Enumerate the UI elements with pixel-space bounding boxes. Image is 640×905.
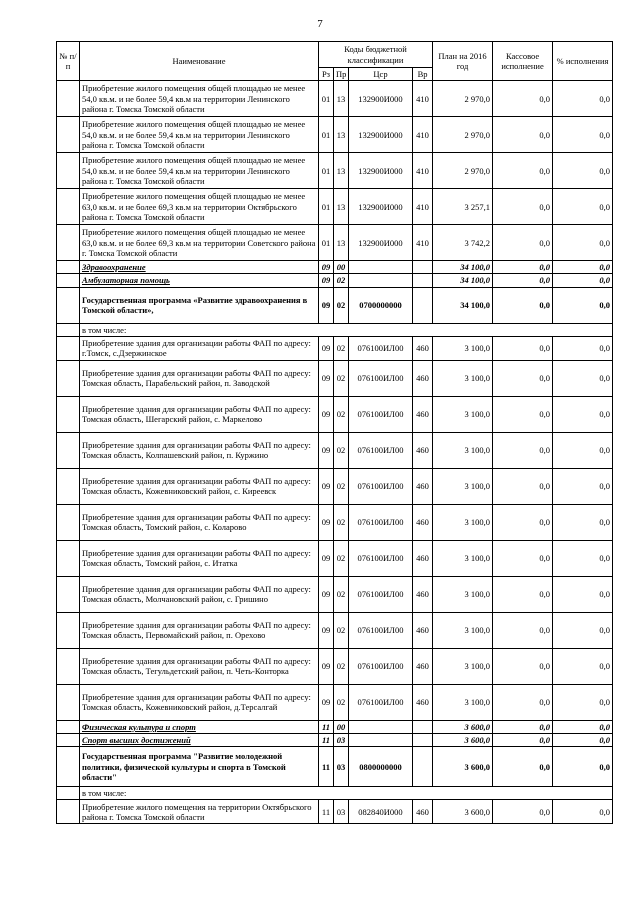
table-row (57, 396, 613, 432)
row-cash: 0,0 (493, 504, 553, 540)
row-percent: 0,0 (553, 684, 613, 720)
header-number: № п/п (57, 42, 80, 81)
row-pr: 13 (334, 117, 349, 153)
table-row (57, 153, 613, 189)
row-plan: 3 100,0 (433, 648, 493, 684)
row-plan: 2 970,0 (433, 81, 493, 117)
row-cash: 0,0 (493, 117, 553, 153)
row-csr: 076100ИЛ00 (349, 468, 413, 504)
row-cash: 0,0 (493, 733, 553, 746)
row-rz: 09 (319, 274, 334, 287)
row-cash: 0,0 (493, 360, 553, 396)
row-plan: 3 100,0 (433, 684, 493, 720)
row-plan: 3 600,0 (433, 733, 493, 746)
row-csr: 076100ИЛ00 (349, 504, 413, 540)
row-rz: 09 (319, 261, 334, 274)
row-name: Физическая культура и спорт (80, 720, 319, 733)
row-plan: 3 600,0 (433, 800, 493, 824)
row-pr: 02 (334, 274, 349, 287)
row-name: Приобретение здания для организации работы ФАП по адресу: Томская область, Колпашевский район, п. Куржино (80, 432, 319, 468)
row-rz: 11 (319, 733, 334, 746)
row-plan: 3 600,0 (433, 720, 493, 733)
row-pr: 13 (334, 153, 349, 189)
header-budget-codes: Коды бюджетной классификации (319, 42, 433, 68)
row-number-cell (57, 323, 80, 336)
row-rz: 09 (319, 468, 334, 504)
section-row (57, 747, 613, 787)
row-percent: 0,0 (553, 396, 613, 432)
table-row (57, 432, 613, 468)
row-plan: 3 100,0 (433, 468, 493, 504)
row-percent: 0,0 (553, 612, 613, 648)
header-vr: Вр (413, 68, 433, 81)
row-name: Приобретение здания для организации работы ФАП по адресу: Томская область, Томский район, с. Итатка (80, 540, 319, 576)
row-number-cell (57, 153, 80, 189)
row-vr: 410 (413, 225, 433, 261)
row-vr: 410 (413, 81, 433, 117)
row-percent: 0,0 (553, 540, 613, 576)
row-name: Приобретение здания для организации работы ФАП по адресу: Томская область, Молчановский район, с. Гришино (80, 576, 319, 612)
row-vr: 460 (413, 396, 433, 432)
row-plan: 3 600,0 (433, 747, 493, 787)
budget-execution-table (56, 41, 613, 824)
row-name: Здравоохранение (80, 261, 319, 274)
row-cash: 0,0 (493, 225, 553, 261)
row-number-cell (57, 684, 80, 720)
row-plan: 3 257,1 (433, 189, 493, 225)
row-rz: 11 (319, 720, 334, 733)
row-vr: 410 (413, 117, 433, 153)
row-number-cell (57, 287, 80, 323)
table-row (57, 504, 613, 540)
row-vr: 410 (413, 153, 433, 189)
row-pr: 00 (334, 720, 349, 733)
row-pr: 02 (334, 468, 349, 504)
row-vr (413, 720, 433, 733)
table-row (57, 81, 613, 117)
row-csr: 076100ИЛ00 (349, 576, 413, 612)
section-row (57, 274, 613, 287)
row-pr: 00 (334, 261, 349, 274)
row-percent: 0,0 (553, 336, 613, 360)
row-name: Спорт высших достижений (80, 733, 319, 746)
row-rz: 09 (319, 576, 334, 612)
row-csr: 076100ИЛ00 (349, 684, 413, 720)
row-plan: 34 100,0 (433, 287, 493, 323)
row-vr: 460 (413, 360, 433, 396)
row-name: Приобретение жилого помещения на территории Октябрьского района г. Томска Томской области (80, 800, 319, 824)
header-plan: План на 2016 год (433, 42, 493, 81)
row-name: Приобретение здания для организации работы ФАП по адресу: Томская область, Парабельский район, п. Заводской (80, 360, 319, 396)
table-row (57, 612, 613, 648)
header-cash-execution: Кассовое исполнение (493, 42, 553, 81)
row-pr: 02 (334, 336, 349, 360)
row-csr (349, 733, 413, 746)
row-plan: 34 100,0 (433, 261, 493, 274)
section-row (57, 720, 613, 733)
row-percent: 0,0 (553, 261, 613, 274)
row-cash: 0,0 (493, 800, 553, 824)
table-row (57, 800, 613, 824)
row-name: Амбулаторная помощь (80, 274, 319, 287)
row-number-cell (57, 576, 80, 612)
row-number-cell (57, 787, 80, 800)
row-pr: 13 (334, 225, 349, 261)
row-rz: 11 (319, 747, 334, 787)
section-row (57, 261, 613, 274)
row-number-cell (57, 117, 80, 153)
row-csr (349, 274, 413, 287)
row-percent: 0,0 (553, 747, 613, 787)
row-number-cell (57, 747, 80, 787)
row-name: Государственная программа «Развитие здравоохранения в Томской области», (80, 287, 319, 323)
row-percent: 0,0 (553, 576, 613, 612)
row-pr: 13 (334, 81, 349, 117)
row-number-cell (57, 733, 80, 746)
row-csr: 076100ИЛ00 (349, 336, 413, 360)
row-pr: 03 (334, 733, 349, 746)
row-csr (349, 261, 413, 274)
row-percent: 0,0 (553, 720, 613, 733)
row-rz: 09 (319, 540, 334, 576)
row-plan: 3 100,0 (433, 360, 493, 396)
row-name: Государственная программа "Развитие молодежной политики, физической культуры и спорта в Томской области" (80, 747, 319, 787)
row-pr: 13 (334, 189, 349, 225)
row-csr: 132900И000 (349, 117, 413, 153)
row-pr: 03 (334, 747, 349, 787)
table-row (57, 540, 613, 576)
row-vr (413, 747, 433, 787)
page-number: 7 (317, 18, 323, 30)
row-rz: 09 (319, 396, 334, 432)
row-percent: 0,0 (553, 432, 613, 468)
row-csr: 132900И000 (349, 153, 413, 189)
row-number-cell (57, 432, 80, 468)
row-vr: 460 (413, 576, 433, 612)
row-rz: 09 (319, 612, 334, 648)
row-csr: 132900И000 (349, 225, 413, 261)
row-csr: 0800000000 (349, 747, 413, 787)
row-cash: 0,0 (493, 720, 553, 733)
section-row (57, 733, 613, 746)
row-rz: 01 (319, 117, 334, 153)
row-plan: 2 970,0 (433, 153, 493, 189)
row-number-cell (57, 468, 80, 504)
row-number-cell (57, 504, 80, 540)
row-cash: 0,0 (493, 336, 553, 360)
row-vr: 460 (413, 540, 433, 576)
row-vr: 460 (413, 612, 433, 648)
table-row (57, 117, 613, 153)
row-csr (349, 720, 413, 733)
row-plan: 3 100,0 (433, 396, 493, 432)
row-name: Приобретение здания для организации работы ФАП по адресу: Томская область, Кожевниковский район, д.Терсалгай (80, 684, 319, 720)
header-percent-execution: % исполнения (553, 42, 613, 81)
row-name: Приобретение жилого помещения общей площадью не менее 63,0 кв.м. и не более 69,3 кв.м на территории Советского района г. Томска Томской области (80, 225, 319, 261)
row-name: Приобретение здания для организации работы ФАП по адресу: Томская область, Томский район, с. Коларово (80, 504, 319, 540)
row-pr: 02 (334, 576, 349, 612)
row-name: Приобретение жилого помещения общей площадью не менее 54,0 кв.м. и не более 59,4 кв.м на территории Ленинского района г. Томска Томской области (80, 81, 319, 117)
header-csr: Цср (349, 68, 413, 81)
row-number-cell (57, 81, 80, 117)
row-pr: 02 (334, 432, 349, 468)
row-number-cell (57, 800, 80, 824)
row-cash: 0,0 (493, 747, 553, 787)
row-csr: 0700000000 (349, 287, 413, 323)
row-number-cell (57, 540, 80, 576)
note-text: в том числе: (80, 323, 613, 336)
row-number-cell (57, 225, 80, 261)
row-csr: 132900И000 (349, 81, 413, 117)
note-text: в том числе: (80, 787, 613, 800)
row-percent: 0,0 (553, 733, 613, 746)
row-percent: 0,0 (553, 504, 613, 540)
row-cash: 0,0 (493, 153, 553, 189)
row-cash: 0,0 (493, 648, 553, 684)
row-csr: 076100ИЛ00 (349, 432, 413, 468)
table-row (57, 225, 613, 261)
row-number-cell (57, 274, 80, 287)
row-csr: 132900И000 (349, 189, 413, 225)
table-row (57, 360, 613, 396)
row-percent: 0,0 (553, 153, 613, 189)
row-number-cell (57, 336, 80, 360)
row-pr: 02 (334, 540, 349, 576)
row-name: Приобретение здания для организации работы ФАП по адресу: Томская область, Кожевниковский район, с. Киреевск (80, 468, 319, 504)
row-percent: 0,0 (553, 274, 613, 287)
row-csr: 076100ИЛ00 (349, 648, 413, 684)
row-plan: 3 100,0 (433, 504, 493, 540)
row-pr: 03 (334, 800, 349, 824)
row-percent: 0,0 (553, 117, 613, 153)
row-cash: 0,0 (493, 287, 553, 323)
row-plan: 2 970,0 (433, 117, 493, 153)
row-percent: 0,0 (553, 189, 613, 225)
table-row (57, 684, 613, 720)
row-pr: 02 (334, 684, 349, 720)
row-rz: 09 (319, 504, 334, 540)
row-vr: 460 (413, 648, 433, 684)
row-cash: 0,0 (493, 540, 553, 576)
row-plan: 3 742,2 (433, 225, 493, 261)
table-row (57, 336, 613, 360)
row-number-cell (57, 396, 80, 432)
row-pr: 02 (334, 287, 349, 323)
table-row (57, 576, 613, 612)
row-number-cell (57, 612, 80, 648)
row-percent: 0,0 (553, 648, 613, 684)
row-plan: 3 100,0 (433, 336, 493, 360)
row-vr (413, 274, 433, 287)
row-csr: 076100ИЛ00 (349, 612, 413, 648)
section-row (57, 287, 613, 323)
row-percent: 0,0 (553, 81, 613, 117)
table-body (57, 81, 613, 824)
row-number-cell (57, 261, 80, 274)
row-cash: 0,0 (493, 81, 553, 117)
note-row (57, 787, 613, 800)
note-row (57, 323, 613, 336)
table-row (57, 189, 613, 225)
row-plan: 3 100,0 (433, 576, 493, 612)
row-vr: 460 (413, 684, 433, 720)
row-rz: 01 (319, 153, 334, 189)
row-pr: 02 (334, 360, 349, 396)
row-name: Приобретение жилого помещения общей площадью не менее 54,0 кв.м. и не более 59,4 кв.м на территории Ленинского района г. Томска Томской области (80, 153, 319, 189)
row-vr (413, 261, 433, 274)
row-number-cell (57, 360, 80, 396)
table-row (57, 648, 613, 684)
row-name: Приобретение жилого помещения общей площадью не менее 63,0 кв.м. и не более 69,3 кв.м на территории Октябрьского района г. Томска Томской области (80, 189, 319, 225)
row-vr: 460 (413, 504, 433, 540)
row-name: Приобретение здания для организации работы ФАП по адресу: Томская область, Шегарский район, с. Маркелово (80, 396, 319, 432)
row-cash: 0,0 (493, 396, 553, 432)
row-rz: 01 (319, 81, 334, 117)
row-rz: 09 (319, 648, 334, 684)
row-rz: 11 (319, 800, 334, 824)
row-rz: 01 (319, 225, 334, 261)
row-number-cell (57, 648, 80, 684)
row-vr: 460 (413, 800, 433, 824)
row-cash: 0,0 (493, 189, 553, 225)
row-name: Приобретение здания для организации работы ФАП по адресу: Томская область, Первомайский район, п. Орехово (80, 612, 319, 648)
row-csr: 076100ИЛ00 (349, 360, 413, 396)
row-pr: 02 (334, 504, 349, 540)
row-vr (413, 287, 433, 323)
row-vr: 410 (413, 189, 433, 225)
header-name: Наименование (80, 42, 319, 81)
row-pr: 02 (334, 612, 349, 648)
row-percent: 0,0 (553, 287, 613, 323)
row-rz: 09 (319, 336, 334, 360)
row-percent: 0,0 (553, 360, 613, 396)
row-cash: 0,0 (493, 274, 553, 287)
row-percent: 0,0 (553, 468, 613, 504)
row-plan: 3 100,0 (433, 612, 493, 648)
row-name: Приобретение здания для организации работы ФАП по адресу: Томская область, Тегульдетский район, п. Четь-Конторка (80, 648, 319, 684)
row-rz: 09 (319, 432, 334, 468)
row-pr: 02 (334, 648, 349, 684)
row-rz: 09 (319, 684, 334, 720)
row-cash: 0,0 (493, 432, 553, 468)
row-cash: 0,0 (493, 684, 553, 720)
row-plan: 3 100,0 (433, 432, 493, 468)
row-rz: 09 (319, 287, 334, 323)
header-rz: Рз (319, 68, 334, 81)
row-pr: 02 (334, 396, 349, 432)
row-csr: 082840И000 (349, 800, 413, 824)
row-vr: 460 (413, 432, 433, 468)
row-cash: 0,0 (493, 468, 553, 504)
row-number-cell (57, 189, 80, 225)
row-name: Приобретение жилого помещения общей площадью не менее 54,0 кв.м. и не более 59,4 кв.м на территории Ленинского района г. Томска Томской области (80, 117, 319, 153)
table-row (57, 468, 613, 504)
row-vr (413, 733, 433, 746)
row-number-cell (57, 720, 80, 733)
row-csr: 076100ИЛ00 (349, 396, 413, 432)
row-percent: 0,0 (553, 800, 613, 824)
row-percent: 0,0 (553, 225, 613, 261)
row-rz: 01 (319, 189, 334, 225)
row-plan: 3 100,0 (433, 540, 493, 576)
row-cash: 0,0 (493, 576, 553, 612)
row-rz: 09 (319, 360, 334, 396)
row-vr: 460 (413, 336, 433, 360)
row-cash: 0,0 (493, 612, 553, 648)
row-vr: 460 (413, 468, 433, 504)
row-name: Приобретение здания для организации работы ФАП по адресу: г.Томск, с.Дзержинское (80, 336, 319, 360)
row-cash: 0,0 (493, 261, 553, 274)
row-plan: 34 100,0 (433, 274, 493, 287)
row-csr: 076100ИЛ00 (349, 540, 413, 576)
header-pr: Пр (334, 68, 349, 81)
